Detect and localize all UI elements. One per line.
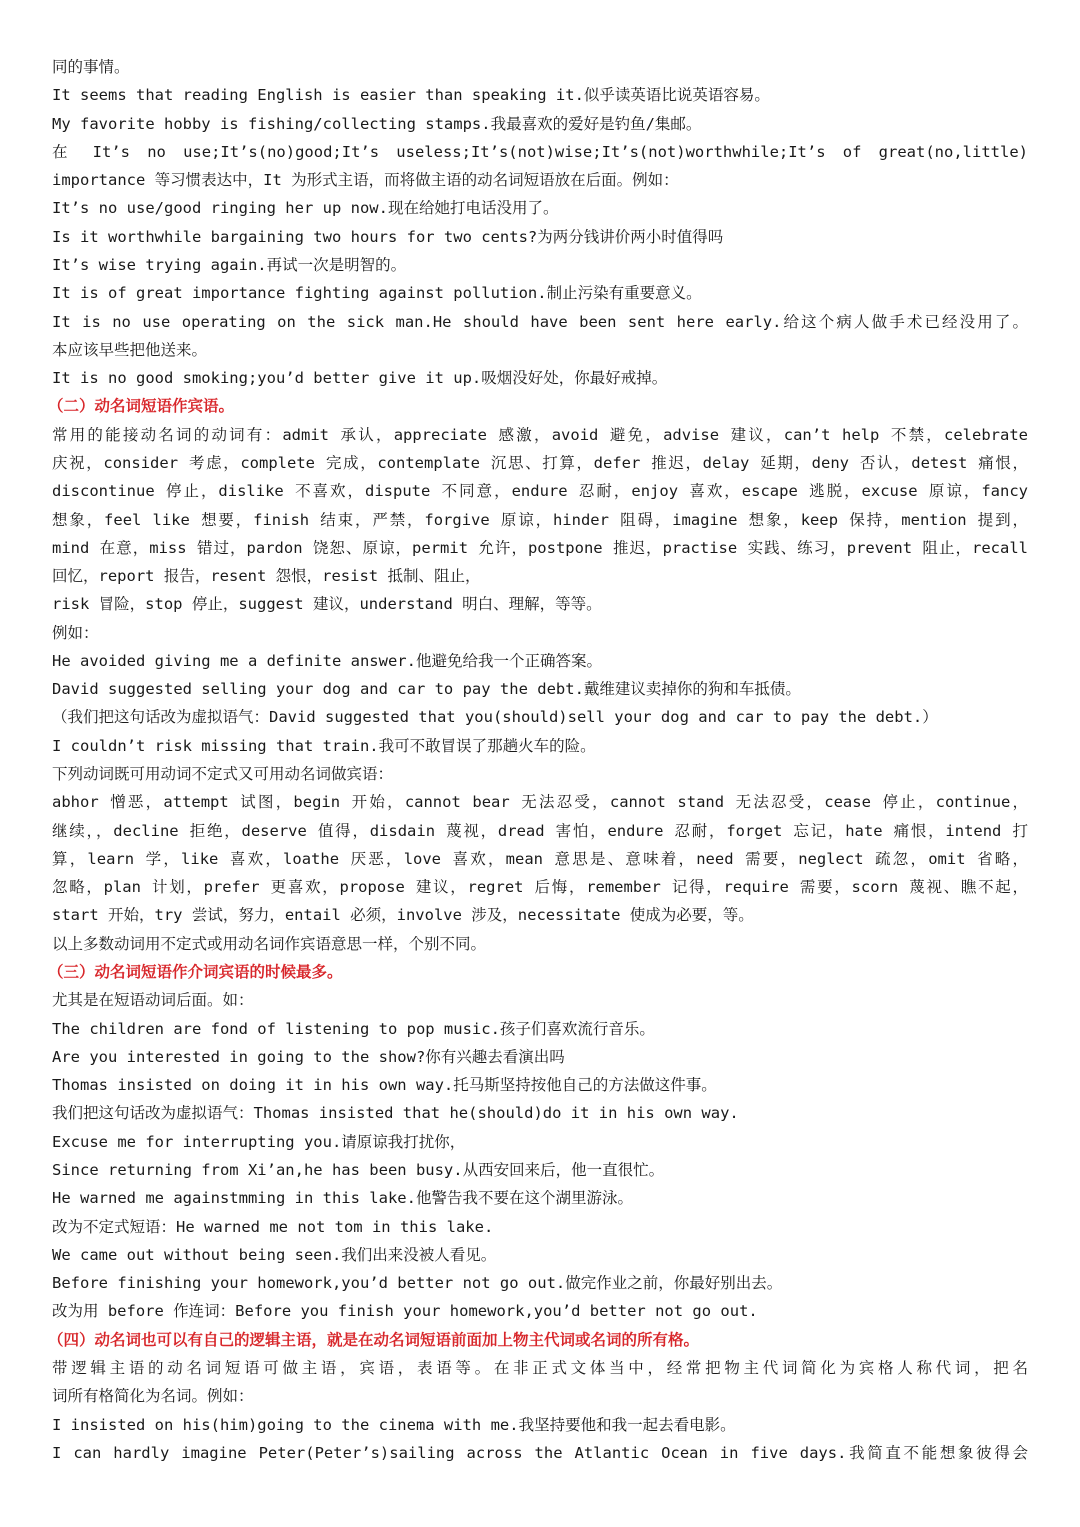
text-line: 例如： xyxy=(52,623,99,642)
text-line: It’s wise trying again.再试一次是明智的。 xyxy=(52,255,407,274)
text-line: 下列动词既可用动词不定式又可用动名词做宾语： xyxy=(52,765,394,784)
text-line: It is no good smoking;you’d better give it up.吸烟没好处，你最好戒掉。 xyxy=(52,369,668,388)
text-line: mind 在意，miss 错过，pardon 饶恕、原谅，permit 允许，postpone 推迟，practise 实践、练习，prevent 阻止，recall xyxy=(52,538,1028,557)
text-line: 词所有格简化为名词。例如： xyxy=(52,1387,254,1406)
text-line: My favorite hobby is fishing/collecting stamps.我最喜欢的爱好是钓鱼/集邮。 xyxy=(52,114,702,133)
text-line: 本应该早些把他送来。 xyxy=(52,340,208,359)
text-line: It’s no use/good ringing her up now.现在给她打电话没用了。 xyxy=(52,199,559,218)
text-line: I insisted on his(him)going to the cinema with me.我坚持要他和我一起去看电影。 xyxy=(52,1415,736,1434)
text-line: Are you interested in going to the show?你有兴趣去看演出吗 xyxy=(52,1047,565,1066)
text-line: 改为不定式短语：He warned me not tom in this lake. xyxy=(52,1217,494,1236)
text-line: 算，learn 学，like 喜欢，loathe 厌恶，love 喜欢，mean 意思是、意味着，need 需要，neglect 疏忽，omit 省略， xyxy=(52,849,1028,868)
document-body xyxy=(48,53,1028,1467)
text-line: Before finishing your homework,you’d better not go out.做完作业之前，你最好别出去。 xyxy=(52,1274,783,1293)
text-line: It is of great importance fighting against pollution.制止污染有重要意义。 xyxy=(52,284,702,303)
text-line: risk 冒险，stop 停止，suggest 建议，understand 明白、理解，等等。 xyxy=(52,595,602,614)
text-line: 忽略，plan 计划，prefer 更喜欢，propose 建议，regret 后悔，remember 记得，require 需要，scorn 蔑视、瞧不起， xyxy=(52,878,1028,897)
text-line: Thomas insisted on doing it in his own way.托马斯坚持按他自己的方法做这件事。 xyxy=(52,1076,717,1095)
text-line: It seems that reading English is easier than speaking it.似乎读英语比说英语容易。 xyxy=(52,86,770,105)
text-line: He warned me againstmming in this lake.他警告我不要在这个湖里游泳。 xyxy=(52,1189,633,1208)
text-line: start 开始，try 尝试，努力，entail 必须，involve 涉及，necessitate 使成为必要，等。 xyxy=(52,906,754,925)
text-line: We came out without being seen.我们出来没被人看见。 xyxy=(52,1245,497,1264)
text-line: The children are fond of listening to pop music.孩子们喜欢流行音乐。 xyxy=(52,1019,655,1038)
text-line: 同的事情。 xyxy=(52,58,130,76)
text-line: Is it worthwhile bargaining two hours for two cents?为两分钱讲价两小时值得吗 xyxy=(52,227,724,246)
text-line: I couldn’t risk missing that train.我可不敢冒误了那趟火车的险。 xyxy=(52,736,596,755)
text-line: 继续，，decline 拒绝，deserve 值得，disdain 蔑视，dread 害怕，endure 忍耐，forget 忘记，hate 痛恨，intend 打 xyxy=(52,821,1028,840)
text-line: Since returning from Xi’an,he has been busy.从西安回来后，他一直很忙。 xyxy=(52,1160,665,1179)
text-line: 在 It’s no use;It’s(no)good;It’s useless;It’s(not)wise;It’s(not)worthwhile;It’s of great(no,little) xyxy=(52,142,1028,161)
text-line: 尤其是在短语动词后面。如： xyxy=(52,991,254,1010)
text-line: 改为用 before 作连词：Before you finish your homework,you’d better not go out. xyxy=(52,1302,758,1321)
section-heading: （二）动名词短语作宾语。 xyxy=(48,397,235,416)
text-line: It is no use operating on the sick man.He should have been sent here early.给这个病人做手术已经没用了。 xyxy=(52,312,1028,331)
text-line: 常用的能接动名词的动词有：admit 承认，appreciate 感激，avoid 避免，advise 建议，can’t help 不禁，celebrate xyxy=(52,425,1028,444)
text-line: importance 等习惯表达中，It 为形式主语，而将做主语的动名词短语放在后面。例如： xyxy=(52,171,679,190)
text-line: 我们把这句话改为虚拟语气：Thomas insisted that he(should)do it in his own way. xyxy=(52,1104,739,1123)
text-line: 带逻辑主语的动名词短语可做主语，宾语，表语等。在非正式文体当中，经常把物主代词简化为宾格人称代词，把名 xyxy=(52,1358,1028,1377)
text-line: 想象，feel like 想要，finish 结束，严禁，forgive 原谅，hinder 阻碍，imagine 想象，keep 保持，mention 提到， xyxy=(52,510,1028,529)
text-line: （我们把这句话改为虚拟语气：David suggested that you(should)sell your dog and car to pay the debt.） xyxy=(52,708,938,727)
text-line: Excuse me for interrupting you.请原谅我打扰你， xyxy=(52,1132,466,1151)
text-line: 庆祝，consider 考虑，complete 完成，contemplate 沉思、打算，defer 推迟，delay 延期，deny 否认，detest 痛恨， xyxy=(52,453,1028,472)
text-line: He avoided giving me a definite answer.他避免给我一个正确答案。 xyxy=(52,651,602,670)
section-heading: （三）动名词短语作介词宾语的时候最多。 xyxy=(48,963,343,981)
text-line: discontinue 停止，dislike 不喜欢，dispute 不同意，endure 忍耐，enjoy 喜欢，escape 逃脱，excuse 原谅，fancy xyxy=(52,482,1028,501)
text-line: I can hardly imagine Peter(Peter’s)sailing across the Atlantic Ocean in five days.我简直不能想象彼得会 xyxy=(52,1443,1028,1462)
text-line: 以上多数动词用不定式或用动名词作宾语意思一样，个别不同。 xyxy=(52,934,487,953)
text-line: David suggested selling your dog and car to pay the debt.戴维建议卖掉你的狗和车抵债。 xyxy=(52,680,801,699)
text-line: 回忆，report 报告，resent 怨恨，resist 抵制、阻止， xyxy=(52,567,481,586)
text-line: abhor 憎恶，attempt 试图，begin 开始，cannot bear 无法忍受，cannot stand 无法忍受，cease 停止，continue， xyxy=(52,793,1028,812)
section-heading: （四）动名词也可以有自己的逻辑主语，就是在动名词短语前面加上物主代词或名词的所有格。 xyxy=(48,1330,700,1349)
